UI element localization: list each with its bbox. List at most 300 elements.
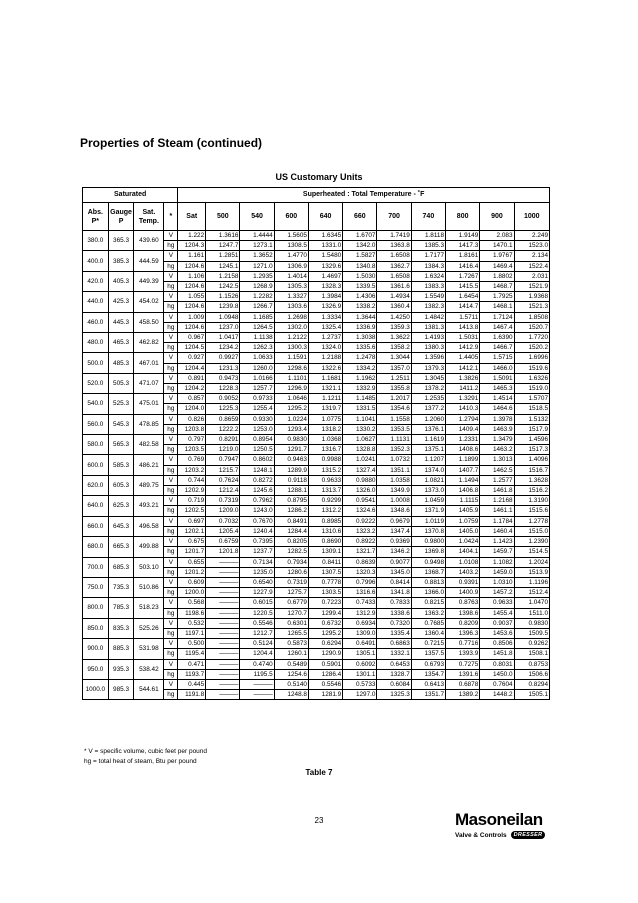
header-sat-temp: Sat. Temp. (134, 203, 164, 231)
hg-value-cell: 1339.5 (343, 282, 377, 292)
v-value-cell: 0.8639 (343, 557, 377, 567)
v-value-cell: 0.8602 (240, 455, 274, 465)
v-value-cell: 1.2577 (480, 475, 514, 485)
v-value-cell: 0.6084 (377, 679, 411, 689)
hg-value-cell: 1512.4 (514, 588, 549, 598)
v-value-cell: 1.2535 (411, 394, 445, 404)
v-value-cell: 0.769 (178, 455, 206, 465)
v-value-cell: 0.9633 (480, 598, 514, 608)
v-value-cell: 0.9052 (206, 394, 240, 404)
v-value-cell: 0.5901 (308, 659, 342, 669)
hg-value-cell: 1195.5 (240, 669, 274, 679)
sat-temp-cell: 449.39 (134, 271, 164, 291)
hg-value-cell: 1273.1 (240, 241, 274, 251)
sat-temp-cell: 486.21 (134, 455, 164, 475)
hg-value-cell: 1265.5 (274, 628, 308, 638)
v-value-cell: 0.9679 (377, 516, 411, 526)
v-value-cell: 1.4193 (411, 333, 445, 343)
v-value-cell: 1.2168 (480, 496, 514, 506)
hg-value-cell: 1519.6 (514, 363, 549, 373)
v-value-cell: 1.2511 (377, 373, 411, 383)
hg-value-cell: 1466.7 (480, 343, 514, 353)
v-value-cell: 1.1558 (377, 414, 411, 424)
hg-value-cell: 1415.5 (446, 282, 480, 292)
v-value-cell: 0.9330 (240, 414, 274, 424)
v-value-cell: 1.3628 (514, 475, 549, 485)
v-value-cell: 1.1138 (240, 333, 274, 343)
hg-value-cell: 1202.9 (178, 486, 206, 496)
unit-hg-cell: hg (164, 486, 178, 496)
hg-value-cell: 1204.6 (178, 261, 206, 271)
hg-value-cell: 1461.8 (480, 486, 514, 496)
unit-hg-cell: hg (164, 302, 178, 312)
hg-value-cell: 1204.6 (178, 282, 206, 292)
v-value-cell: 1.4514 (480, 394, 514, 404)
v-value-cell: 1.1685 (240, 312, 274, 322)
v-value-cell: 0.9222 (343, 516, 377, 526)
sat-temp-cell: 471.07 (134, 373, 164, 393)
v-value-cell: 0.697 (178, 516, 206, 526)
v-value-cell: 0.568 (178, 598, 206, 608)
sat-temp-cell: 544.61 (134, 679, 164, 699)
hg-value-cell: 1203.8 (178, 424, 206, 434)
table-row (83, 231, 550, 241)
hg-value-cell: 1453.6 (480, 628, 514, 638)
hg-value-cell: 1348.6 (377, 506, 411, 516)
hg-value-cell: 1359.3 (377, 322, 411, 332)
v-value-cell: 1.3190 (514, 496, 549, 506)
hg-value-cell: 1383.3 (411, 282, 445, 292)
v-value-cell: 1.3978 (480, 414, 514, 424)
hg-value-cell: 1322.6 (308, 363, 342, 373)
abs-pressure-cell: 850.0 (83, 618, 109, 638)
v-value-cell: 0.8763 (446, 598, 480, 608)
hg-value-cell: 1220.5 (240, 608, 274, 618)
v-value-cell: 1.1494 (446, 475, 480, 485)
header-temp-1000: 1000 (514, 203, 549, 231)
hg-value-cell: 1459.0 (480, 567, 514, 577)
footnote-v: * V = specific volume, cubic feet per pound (84, 748, 208, 755)
hg-value-cell: 1260.1 (274, 649, 308, 659)
hg-value-cell: 1363.8 (377, 241, 411, 251)
v-value-cell: 1.2794 (446, 414, 480, 424)
gauge-pressure-cell: 485.3 (108, 353, 134, 373)
v-value-cell: 0.8491 (274, 516, 308, 526)
hg-value-cell: 1222.2 (206, 424, 240, 434)
hg-value-cell: 1378.2 (411, 384, 445, 394)
hg-value-cell: 1414.7 (446, 302, 480, 312)
unit-v-cell: V (164, 516, 178, 526)
v-value-cell: 0.9369 (377, 537, 411, 547)
header-unit: * (164, 203, 178, 231)
hg-value-cell: 1522.4 (514, 261, 549, 271)
v-value-cell: 0.5124 (240, 639, 274, 649)
hg-value-cell: 1315.2 (308, 465, 342, 475)
v-value-cell: 1.1899 (446, 455, 480, 465)
v-value-cell: 0.8031 (480, 659, 514, 669)
hg-value-cell: 1219.0 (206, 445, 240, 455)
v-value-cell: ——— (206, 659, 240, 669)
v-value-cell: 1.1526 (206, 292, 240, 302)
v-value-cell: 0.8659 (206, 414, 240, 424)
v-value-cell: 1.4096 (514, 455, 549, 465)
table-caption: Table 7 (305, 768, 333, 777)
hg-value-cell: 1355.8 (377, 384, 411, 394)
v-value-cell: 1.3826 (446, 373, 480, 383)
hg-value-cell: 1298.6 (274, 363, 308, 373)
v-value-cell: 0.9473 (206, 373, 240, 383)
v-value-cell: 0.891 (178, 373, 206, 383)
table-row (83, 435, 550, 445)
gauge-pressure-cell: 385.3 (108, 251, 134, 271)
hg-value-cell: 1326.9 (308, 302, 342, 312)
v-value-cell: 1.3291 (446, 394, 480, 404)
hg-value-cell: 1275.7 (274, 588, 308, 598)
v-value-cell: 0.7275 (446, 659, 480, 669)
hg-value-cell: 1321.7 (343, 547, 377, 557)
abs-pressure-cell: 1000.0 (83, 679, 109, 699)
table-row (83, 659, 550, 669)
hg-value-cell: 1282.5 (274, 547, 308, 557)
hg-value-cell: 1227.9 (240, 588, 274, 598)
hg-value-cell: 1340.8 (343, 261, 377, 271)
unit-hg-cell: hg (164, 322, 178, 332)
hg-value-cell: 1509.5 (514, 628, 549, 638)
hg-value-cell: 1334.2 (343, 363, 377, 373)
hg-value-cell: 1374.0 (411, 465, 445, 475)
table-row (83, 557, 550, 567)
v-value-cell: 1.2282 (240, 292, 274, 302)
v-value-cell: 1.1082 (480, 557, 514, 567)
hg-value-cell: 1379.3 (411, 363, 445, 373)
footnotes (84, 747, 207, 767)
logo-brand: Masoneilan (455, 810, 543, 829)
hg-value-cell: 1235.0 (240, 567, 274, 577)
hg-value-cell: 1295.2 (308, 628, 342, 638)
abs-pressure-cell: 500.0 (83, 353, 109, 373)
v-value-cell: 0.7962 (240, 496, 274, 506)
hg-value-cell: 1255.4 (240, 404, 274, 414)
unit-hg-cell: hg (164, 690, 178, 700)
v-value-cell: 1.6390 (480, 333, 514, 343)
hg-value-cell: 1291.7 (274, 445, 308, 455)
v-value-cell: 1.5711 (446, 312, 480, 322)
hg-value-cell: 1200.0 (178, 588, 206, 598)
v-value-cell: 0.9391 (446, 577, 480, 587)
v-value-cell: 1.3644 (343, 312, 377, 322)
sat-temp-cell: 454.02 (134, 292, 164, 312)
header-superheated: Superheated : Total Temperature - ˚F (178, 188, 550, 203)
v-value-cell: 1.1207 (411, 455, 445, 465)
v-value-cell: 2.249 (514, 231, 549, 241)
v-value-cell: 0.9800 (411, 537, 445, 547)
hg-value-cell: 1212.7 (240, 628, 274, 638)
hg-value-cell: 1508.1 (514, 649, 549, 659)
hg-value-cell: 1520.7 (514, 322, 549, 332)
hg-value-cell: 1305.3 (274, 282, 308, 292)
sat-temp-cell: 489.75 (134, 475, 164, 495)
hg-value-cell: 1363.2 (411, 608, 445, 618)
hg-value-cell: 1361.6 (377, 282, 411, 292)
v-value-cell: ——— (206, 598, 240, 608)
v-value-cell: 1.2390 (514, 537, 549, 547)
hg-value-cell: 1204.0 (178, 404, 206, 414)
unit-hg-cell: hg (164, 445, 178, 455)
v-value-cell: 1.3596 (411, 353, 445, 363)
abs-pressure-cell: 750.0 (83, 577, 109, 597)
hg-value-cell: 1215.7 (206, 465, 240, 475)
unit-hg-cell: hg (164, 567, 178, 577)
hg-value-cell: 1520.2 (514, 343, 549, 353)
hg-value-cell: 1341.8 (377, 588, 411, 598)
hg-value-cell: 1342.0 (343, 241, 377, 251)
hg-value-cell: 1511.0 (514, 608, 549, 618)
v-value-cell: 0.9880 (343, 475, 377, 485)
table-subtitle: US Customary Units (275, 172, 363, 182)
hg-value-cell: ——— (206, 690, 240, 700)
v-value-cell: 0.9118 (274, 475, 308, 485)
hg-value-cell: 1254.6 (274, 669, 308, 679)
gauge-pressure-cell: 445.3 (108, 312, 134, 332)
hg-value-cell: 1248.1 (240, 465, 274, 475)
hg-value-cell: 1451.8 (480, 649, 514, 659)
v-value-cell: 0.8813 (411, 577, 445, 587)
hg-value-cell: 1346.2 (377, 547, 411, 557)
v-value-cell: ——— (206, 557, 240, 567)
unit-v-cell: V (164, 496, 178, 506)
v-value-cell: 1.3616 (206, 231, 240, 241)
hg-value-cell: 1375.1 (411, 445, 445, 455)
gauge-pressure-cell: 665.3 (108, 537, 134, 557)
page-title-continued: (continued) (196, 136, 263, 150)
sat-temp-cell: 475.01 (134, 394, 164, 414)
v-value-cell: 1.0358 (377, 475, 411, 485)
hg-value-cell: 1204.4 (240, 649, 274, 659)
hg-value-cell: 1466.0 (480, 363, 514, 373)
v-value-cell: 1.6508 (377, 271, 411, 281)
hg-value-cell: 1202.1 (178, 526, 206, 536)
v-value-cell: 0.7947 (206, 455, 240, 465)
v-value-cell: 0.8795 (274, 496, 308, 506)
v-value-cell: 0.5546 (308, 679, 342, 689)
hg-value-cell: 1290.9 (308, 649, 342, 659)
gauge-pressure-cell: 935.3 (108, 659, 134, 679)
v-value-cell: 1.0310 (480, 577, 514, 587)
gauge-pressure-cell: 605.3 (108, 475, 134, 495)
v-value-cell: 1.1423 (480, 537, 514, 547)
abs-pressure-cell: 520.0 (83, 373, 109, 393)
hg-value-cell: 1305.1 (343, 649, 377, 659)
v-value-cell: 0.857 (178, 394, 206, 404)
hg-value-cell: 1212.4 (206, 486, 240, 496)
hg-value-cell: 1320.3 (343, 567, 377, 577)
v-value-cell: 1.0627 (343, 435, 377, 445)
hg-value-cell: 1464.6 (480, 404, 514, 414)
unit-v-cell: V (164, 455, 178, 465)
v-value-cell: 1.2698 (274, 312, 308, 322)
hg-value-cell: 1412.1 (446, 363, 480, 373)
v-value-cell: 1.4444 (240, 231, 274, 241)
v-value-cell: ——— (240, 679, 274, 689)
gauge-pressure-cell: 365.3 (108, 231, 134, 251)
v-value-cell: 1.4405 (446, 353, 480, 363)
footnote-hg: hg = total heat of steam, Btu per pound (84, 758, 197, 765)
hg-value-cell: 1407.7 (446, 465, 480, 475)
v-value-cell: 0.675 (178, 537, 206, 547)
table-row (83, 618, 550, 628)
v-value-cell: 1.2478 (343, 353, 377, 363)
v-value-cell: 1.2122 (274, 333, 308, 343)
v-value-cell: 2.134 (514, 251, 549, 261)
v-value-cell: 1.7267 (446, 271, 480, 281)
v-value-cell: 1.2017 (377, 394, 411, 404)
v-value-cell: 1.2737 (308, 333, 342, 343)
header-temp-700: 700 (377, 203, 411, 231)
hg-value-cell: 1197.1 (178, 628, 206, 638)
hg-value-cell: 1286.2 (274, 506, 308, 516)
v-value-cell: 0.8209 (446, 618, 480, 628)
v-value-cell: 1.3334 (308, 312, 342, 322)
v-value-cell: 0.8753 (514, 659, 549, 669)
masoneilan-logo (455, 810, 565, 848)
hg-value-cell: 1516.2 (514, 486, 549, 496)
hg-value-cell: 1404.1 (446, 547, 480, 557)
v-value-cell: 1.3652 (240, 251, 274, 261)
v-value-cell: 0.5489 (274, 659, 308, 669)
gauge-pressure-cell: 835.3 (108, 618, 134, 638)
hg-value-cell: 1327.4 (343, 465, 377, 475)
hg-value-cell: 1204.3 (178, 241, 206, 251)
v-value-cell: 1.1591 (274, 353, 308, 363)
v-value-cell: 0.7319 (274, 577, 308, 587)
v-value-cell: 0.7319 (206, 496, 240, 506)
unit-v-cell: V (164, 271, 178, 281)
hg-value-cell: 1368.7 (411, 567, 445, 577)
unit-hg-cell: hg (164, 343, 178, 353)
hg-value-cell: 1309.1 (308, 547, 342, 557)
v-value-cell: 1.055 (178, 292, 206, 302)
v-value-cell: 1.1196 (514, 577, 549, 587)
v-value-cell: 1.0459 (411, 496, 445, 506)
hg-value-cell: 1357.5 (411, 649, 445, 659)
table-row (83, 475, 550, 485)
hg-value-cell: 1467.4 (480, 322, 514, 332)
v-value-cell: 1.7925 (480, 292, 514, 302)
hg-value-cell: 1521.9 (514, 282, 549, 292)
hg-value-cell: 1506.6 (514, 669, 549, 679)
hg-value-cell: 1307.5 (308, 567, 342, 577)
gauge-pressure-cell: 465.3 (108, 333, 134, 353)
v-value-cell: 0.744 (178, 475, 206, 485)
hg-value-cell: 1310.6 (308, 526, 342, 536)
sat-temp-cell: 478.85 (134, 414, 164, 434)
v-value-cell: 0.7395 (240, 537, 274, 547)
hg-value-cell: 1376.1 (411, 424, 445, 434)
abs-pressure-cell: 900.0 (83, 639, 109, 659)
hg-value-cell: 1205.4 (206, 526, 240, 536)
header-temp-800: 800 (446, 203, 480, 231)
v-value-cell: 1.009 (178, 312, 206, 322)
unit-v-cell: V (164, 333, 178, 343)
hg-value-cell: 1408.6 (446, 445, 480, 455)
v-value-cell: 1.6707 (343, 231, 377, 241)
v-value-cell: 0.9830 (274, 435, 308, 445)
hg-value-cell: ——— (240, 690, 274, 700)
v-value-cell: 1.7720 (514, 333, 549, 343)
hg-value-cell: 1209.0 (206, 506, 240, 516)
v-value-cell: 1.2188 (308, 353, 342, 363)
v-value-cell: 0.6878 (446, 679, 480, 689)
unit-v-cell: V (164, 598, 178, 608)
header-temp-540: 540 (240, 203, 274, 231)
v-value-cell: 0.6934 (343, 618, 377, 628)
v-value-cell: 0.6294 (308, 639, 342, 649)
v-value-cell: 1.5132 (514, 414, 549, 424)
v-value-cell: 1.6508 (377, 251, 411, 261)
v-value-cell: 1.0108 (446, 557, 480, 567)
v-value-cell: 0.7624 (206, 475, 240, 485)
v-value-cell: 1.222 (178, 231, 206, 241)
sat-temp-cell: 444.59 (134, 251, 164, 271)
unit-hg-cell: hg (164, 261, 178, 271)
hg-value-cell: 1403.2 (446, 567, 480, 577)
hg-value-cell: 1470.1 (480, 241, 514, 251)
v-value-cell: 0.7320 (377, 618, 411, 628)
hg-value-cell: 1245.6 (240, 486, 274, 496)
table-row (83, 598, 550, 608)
unit-v-cell: V (164, 292, 178, 302)
v-value-cell: 1.3045 (411, 373, 445, 383)
v-value-cell: 1.0775 (308, 414, 342, 424)
sat-temp-cell: 462.82 (134, 333, 164, 353)
hg-value-cell: 1299.4 (308, 608, 342, 618)
unit-v-cell: V (164, 659, 178, 669)
hg-value-cell: 1345.0 (377, 567, 411, 577)
table-row (83, 353, 550, 363)
v-value-cell: 0.471 (178, 659, 206, 669)
unit-hg-cell: hg (164, 628, 178, 638)
v-value-cell: 1.5480 (308, 251, 342, 261)
v-value-cell: 1.0166 (240, 373, 274, 383)
v-value-cell: 0.7716 (446, 639, 480, 649)
header-gauge-pressure: Gauge P (108, 203, 134, 231)
v-value-cell: 1.3984 (308, 292, 342, 302)
hg-value-cell: 1309.0 (343, 628, 377, 638)
hg-value-cell: 1262.3 (240, 343, 274, 353)
v-value-cell: 0.9830 (514, 618, 549, 628)
page-number: 23 (314, 816, 324, 825)
hg-value-cell: 1284.4 (274, 526, 308, 536)
v-value-cell: 1.1784 (480, 516, 514, 526)
hg-value-cell: 1405.9 (446, 506, 480, 516)
hg-value-cell: 1318.2 (308, 424, 342, 434)
hg-value-cell: 1248.8 (274, 690, 308, 700)
v-value-cell: 1.0633 (240, 353, 274, 363)
v-value-cell: 1.9149 (446, 231, 480, 241)
hg-value-cell: 1373.0 (411, 486, 445, 496)
unit-v-cell: V (164, 475, 178, 485)
hg-value-cell: 1328.7 (377, 669, 411, 679)
v-value-cell: 1.5715 (480, 353, 514, 363)
v-value-cell: 1.2060 (411, 414, 445, 424)
v-value-cell: 0.8690 (308, 537, 342, 547)
unit-v-cell: V (164, 373, 178, 383)
hg-value-cell: 1516.7 (514, 465, 549, 475)
unit-hg-cell: hg (164, 404, 178, 414)
hg-value-cell: 1266.7 (240, 302, 274, 312)
v-value-cell: 1.1962 (343, 373, 377, 383)
v-value-cell: 1.8118 (411, 231, 445, 241)
